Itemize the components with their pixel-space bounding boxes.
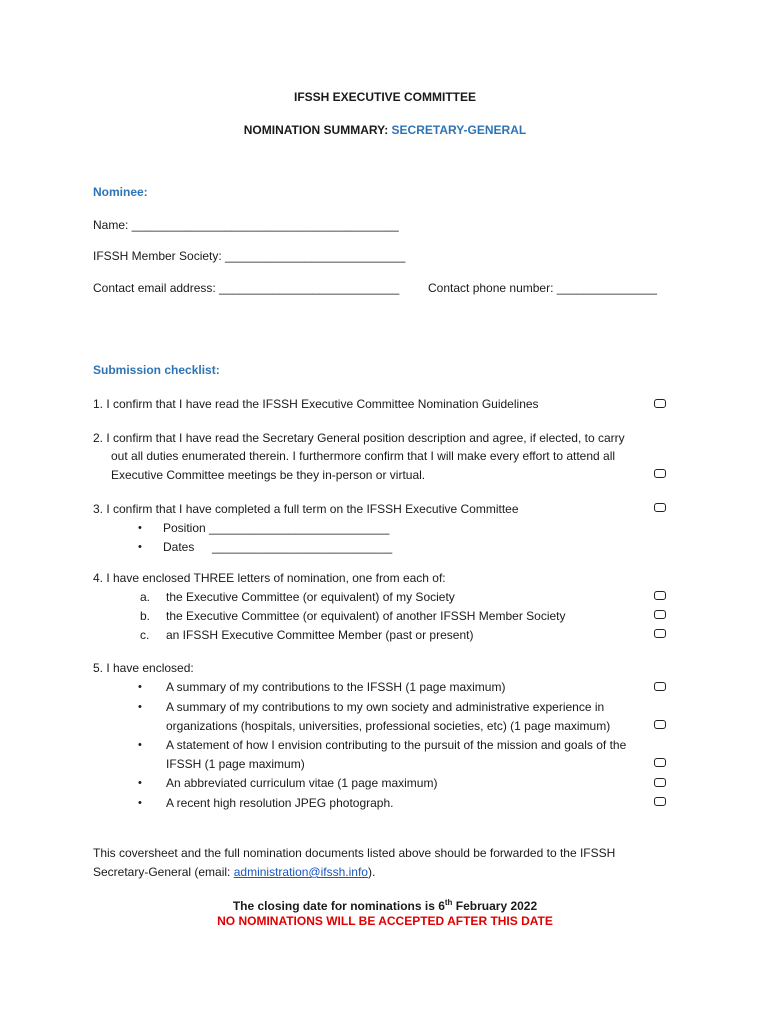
item-4-sub-b: the Executive Committee (or equivalent) of another IFSSH Member Society (166, 609, 566, 623)
nominee-heading: Nominee: (93, 185, 148, 199)
checklist-item-2-line-2: out all duties enumerated therein. I furthermore confirm that I will make every effort to attend all (111, 449, 616, 463)
sub-letter-c: c. (140, 628, 150, 642)
subtitle-prefix: NOMINATION SUMMARY: (243, 123, 392, 137)
email-field[interactable] (93, 281, 399, 296)
item-5-sub-2-line-1: A summary of my contributions to my own society and administrative experience in (166, 700, 605, 714)
item-5-sub-2-line-2: organizations (hospitals, universities, professional societies, etc) (1 page maximum) (166, 719, 611, 733)
closing-prefix: The closing date for nominations is 6 (232, 899, 445, 913)
instructions-prefix: Secretary-General (email: (93, 865, 234, 879)
sub-letter-a: a. (140, 590, 151, 604)
checkbox-item-5-1[interactable] (654, 682, 666, 691)
bullet-icon: • (138, 701, 142, 713)
position-field[interactable] (163, 521, 389, 536)
checkbox-item-4b[interactable] (654, 610, 666, 619)
bullet-icon: • (138, 522, 142, 534)
checkbox-item-4a[interactable] (654, 591, 666, 600)
checkbox-item-2[interactable] (654, 469, 666, 478)
name-field[interactable] (93, 218, 399, 233)
instructions-line-1: This coversheet and the full nomination documents listed above should be forwarded to the IFSSH (93, 846, 616, 860)
document-title: IFSSH EXECUTIVE COMMITTEE (293, 90, 476, 104)
phone-field[interactable] (428, 281, 657, 296)
society-field[interactable] (93, 249, 405, 264)
item-5-sub-1: A summary of my contributions to the IFSSH (1 page maximum) (166, 680, 506, 694)
nomination-subtitle (0, 123, 770, 138)
checkbox-item-1[interactable] (654, 399, 666, 408)
item-5-sub-3-line-2: IFSSH (1 page maximum) (166, 757, 305, 771)
checklist-item-4: 4. I have enclosed THREE letters of nomination, one from each of: (93, 571, 446, 585)
checklist-item-3: 3. I confirm that I have completed a full term on the IFSSH Executive Committee (93, 502, 519, 516)
subtitle-role: SECRETARY-GENERAL (391, 123, 527, 137)
checkbox-item-5-2[interactable] (654, 720, 666, 729)
item-5-sub-5: A recent high resolution JPEG photograph. (166, 796, 394, 810)
email-link[interactable]: administration@ifssh.info (233, 865, 368, 879)
dates-label: Dates (163, 540, 195, 554)
item-5-sub-3-line-1: A statement of how I envision contributing to the pursuit of the mission and goals of the (166, 738, 627, 752)
checkbox-item-3[interactable] (654, 503, 666, 512)
checkbox-item-5-4[interactable] (654, 778, 666, 787)
closing-date (0, 895, 770, 914)
instructions-suffix: ). (367, 865, 376, 879)
bullet-icon: • (138, 797, 142, 809)
email-blank[interactable]: ___________________________ (219, 281, 400, 295)
bullet-icon: • (138, 739, 142, 751)
position-label: Position (163, 521, 206, 535)
phone-blank[interactable]: _______________ (556, 281, 657, 295)
item-5-sub-4: An abbreviated curriculum vitae (1 page maximum) (166, 776, 438, 790)
bullet-icon: • (138, 681, 142, 693)
name-label: Name: (93, 218, 129, 232)
checklist-item-2-line-1: 2. I confirm that I have read the Secretary General position description and agree, if elected, to carry (93, 431, 625, 445)
dates-blank[interactable]: ___________________________ (212, 540, 393, 554)
checkbox-item-5-3[interactable] (654, 758, 666, 767)
name-blank[interactable]: ________________________________________ (131, 218, 399, 232)
checkbox-item-5-5[interactable] (654, 797, 666, 806)
checkbox-item-4c[interactable] (654, 629, 666, 638)
checklist-heading: Submission checklist: (93, 363, 220, 377)
deadline-warning: NO NOMINATIONS WILL BE ACCEPTED AFTER THIS DATE (217, 914, 553, 928)
instructions-line-2 (93, 865, 375, 880)
phone-label: Contact phone number: (428, 281, 554, 295)
checklist-item-1: 1. I confirm that I have read the IFSSH Executive Committee Nomination Guidelines (93, 397, 539, 411)
item-4-sub-a: the Executive Committee (or equivalent) of my Society (166, 590, 455, 604)
sub-letter-b: b. (140, 609, 151, 623)
checklist-item-2-line-3: Executive Committee meetings be they in-person or virtual. (111, 468, 426, 482)
closing-sup: th (444, 898, 453, 907)
society-label: IFSSH Member Society: (93, 249, 222, 263)
item-4-sub-c: an IFSSH Executive Committee Member (past or present) (166, 628, 474, 642)
email-label: Contact email address: (93, 281, 216, 295)
bullet-icon: • (138, 777, 142, 789)
closing-suffix: February 2022 (452, 899, 538, 913)
society-blank[interactable]: ___________________________ (225, 249, 406, 263)
position-blank[interactable]: ___________________________ (209, 521, 390, 535)
bullet-icon: • (138, 541, 142, 553)
checklist-item-5: 5. I have enclosed: (93, 661, 194, 675)
